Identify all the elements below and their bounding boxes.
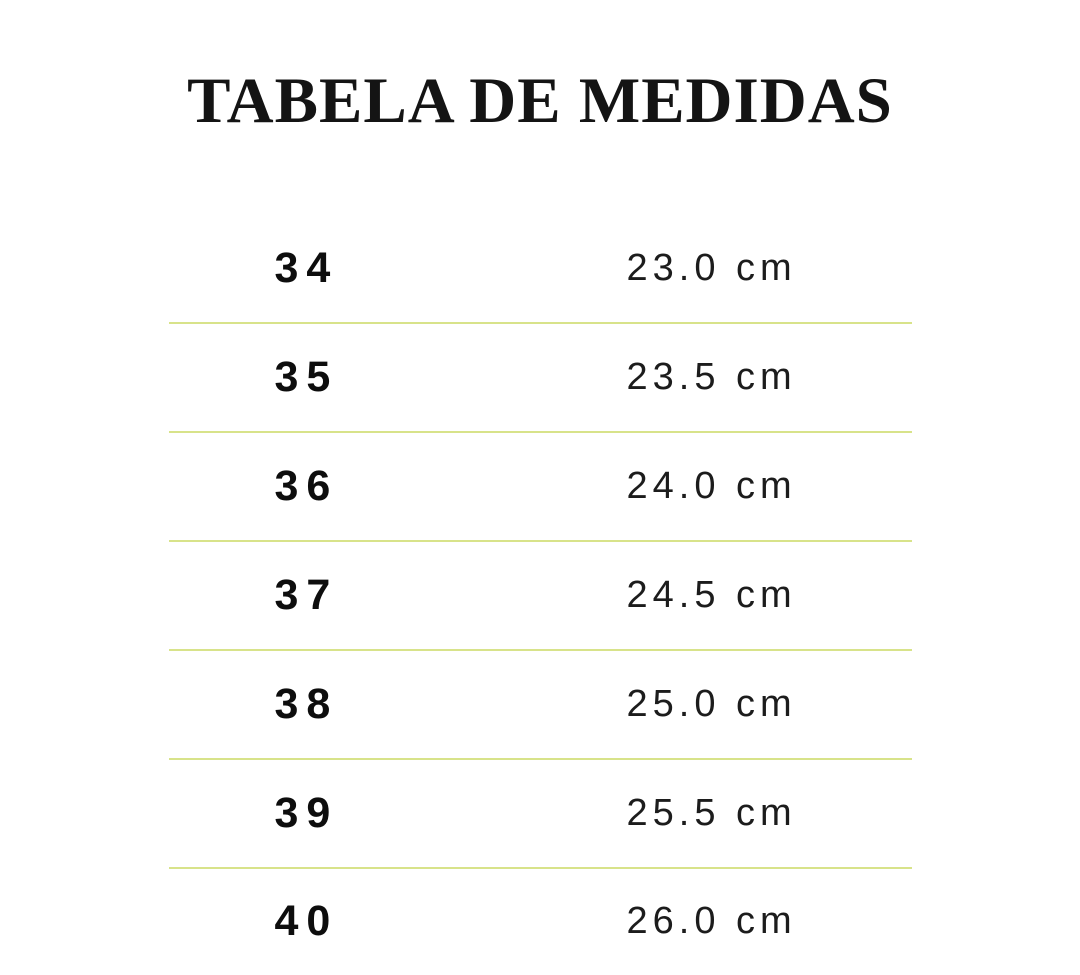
size-cell: 40 (274, 897, 339, 946)
measurement-cell: 25.0 cm (626, 682, 797, 725)
table-row (169, 215, 912, 324)
measurement-cell: 23.0 cm (626, 246, 797, 289)
table-row (169, 542, 912, 651)
measurement-cell: 24.0 cm (626, 464, 797, 507)
page-title: TABELA DE MEDIDAS (187, 64, 893, 137)
measurement-cell: 24.5 cm (626, 573, 797, 616)
measurement-cell: 25.5 cm (626, 791, 797, 834)
table-row (169, 760, 912, 869)
size-cell: 38 (274, 679, 339, 728)
table-row (169, 651, 912, 760)
size-cell: 34 (274, 243, 339, 292)
table-row (169, 433, 912, 542)
size-cell: 37 (274, 570, 339, 619)
size-cell: 39 (274, 788, 339, 837)
measurement-cell: 23.5 cm (626, 355, 797, 398)
size-cell: 35 (274, 352, 339, 401)
table-row (169, 869, 912, 975)
size-table (169, 215, 912, 975)
size-cell: 36 (274, 461, 339, 510)
table-row (169, 324, 912, 433)
measurement-cell: 26.0 cm (626, 900, 797, 943)
